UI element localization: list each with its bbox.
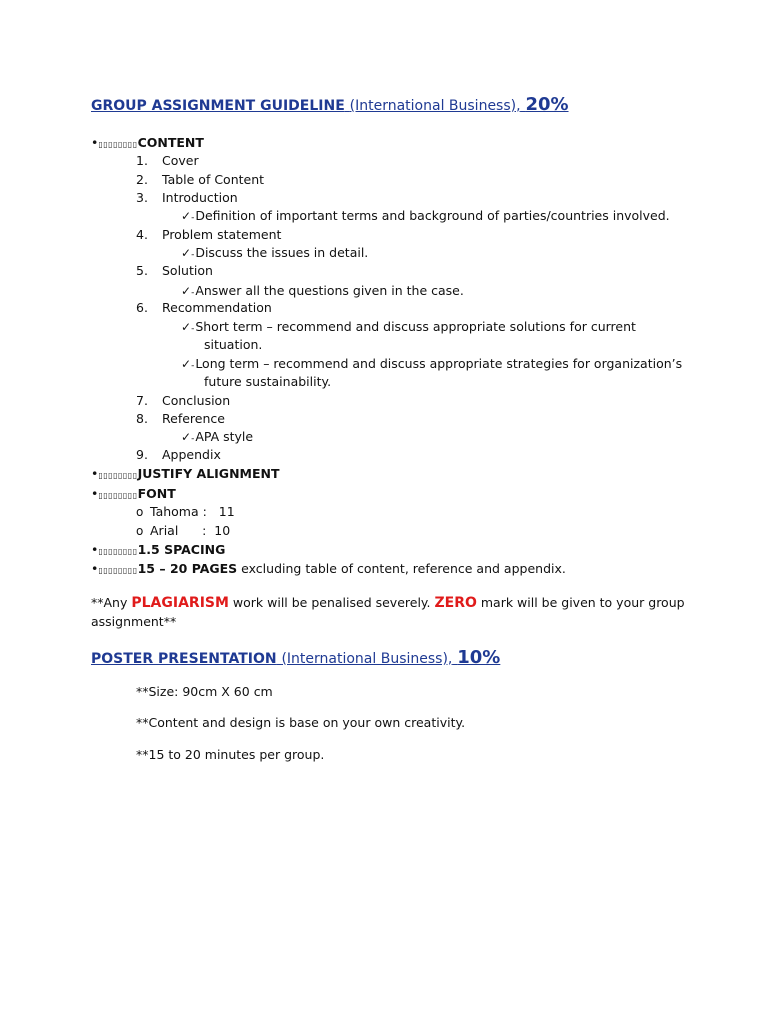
check-item-continuation: situation.: [204, 337, 263, 352]
poster-presentation-heading: [91, 647, 500, 668]
bullet-dot: •: [91, 542, 99, 557]
check-text: Discuss the issues in detail.: [195, 245, 369, 260]
check-text: Definition of important terms and background of parties/countries involved.: [195, 208, 670, 223]
bullet-label: JUSTIFY ALIGNMENT: [137, 466, 280, 481]
list-item: [136, 299, 272, 317]
bullet-dot: •: [91, 561, 99, 576]
check-icon: ✓: [181, 284, 192, 298]
bullet-rest-text: excluding table of content, reference and appendix.: [237, 561, 566, 576]
check-item: [181, 428, 253, 448]
poster-line: **Content and design is base on your own creativity.: [136, 715, 466, 730]
bullet-dot: •: [91, 135, 99, 150]
check-text: Answer all the questions given in the case.: [195, 283, 464, 298]
item-text: Table of Content: [162, 172, 265, 187]
check-icon: ✓: [181, 246, 192, 260]
dash: -: [191, 288, 195, 298]
note-text: work will be penalised severely.: [228, 595, 435, 610]
check-text: Long term – recommend and discuss appropriate strategies for organization’s: [195, 356, 683, 371]
plagiarism-note: [91, 594, 685, 612]
font-text: Arial : 10: [150, 523, 231, 538]
plagiarism-word: PLAGIARISM: [131, 595, 229, 611]
item-number: 7.: [136, 393, 148, 408]
check-item: [181, 207, 670, 227]
check-item: [181, 244, 368, 264]
check-text: APA style: [195, 429, 254, 444]
circle-bullet-icon: o: [136, 505, 144, 519]
item-number: 1.: [136, 153, 148, 168]
poster-title: POSTER PRESENTATION: [91, 651, 277, 667]
list-item: [136, 171, 264, 189]
list-item: [136, 189, 238, 207]
bullet-font: [91, 485, 176, 505]
bullet-label: FONT: [137, 486, 176, 501]
list-item: [136, 226, 281, 244]
item-number: 3.: [136, 190, 148, 205]
item-text: Reference: [162, 411, 225, 426]
note-text: **Any: [91, 595, 132, 610]
list-item: [136, 262, 213, 280]
item-text: Introduction: [162, 190, 238, 205]
item-text: Problem statement: [162, 227, 282, 242]
font-item: [136, 503, 235, 521]
group-title: GROUP ASSIGNMENT GUIDELINE: [91, 98, 345, 114]
bullet-boxes: ▯▯▯▯▯▯▯▯: [98, 491, 138, 500]
bullet-label: 15 – 20 PAGES: [137, 561, 238, 576]
item-number: 4.: [136, 227, 148, 242]
list-item: [136, 446, 221, 464]
poster-line: **15 to 20 minutes per group.: [136, 747, 325, 762]
list-item: [136, 392, 230, 410]
bullet-boxes: ▯▯▯▯▯▯▯▯: [98, 140, 138, 149]
poster-subtitle: (International Business),: [281, 651, 453, 667]
item-number: 6.: [136, 300, 148, 315]
bullet-boxes: ▯▯▯▯▯▯▯▯: [98, 547, 138, 556]
check-item: [181, 355, 682, 375]
dash: -: [191, 250, 195, 260]
group-assignment-heading: [91, 94, 569, 115]
plagiarism-note-line2: assignment**: [91, 614, 177, 629]
list-item: [136, 152, 199, 170]
check-text: Short term – recommend and discuss appropriate solutions for current: [195, 319, 636, 334]
item-number: 2.: [136, 172, 148, 187]
check-icon: ✓: [181, 320, 192, 334]
check-icon: ✓: [181, 357, 192, 371]
group-percent: 20%: [525, 94, 569, 115]
dash: -: [191, 361, 195, 371]
bullet-justify: [91, 465, 280, 485]
bullet-dot: •: [91, 466, 99, 481]
bullet-content: [91, 134, 204, 154]
dash: -: [191, 434, 195, 444]
bullet-label: 1.5 SPACING: [137, 542, 226, 557]
bullet-spacing: [91, 541, 225, 561]
check-icon: ✓: [181, 209, 192, 223]
item-text: Recommendation: [162, 300, 272, 315]
circle-bullet-icon: o: [136, 524, 144, 538]
item-text: Cover: [162, 153, 199, 168]
check-item-continuation: future sustainability.: [204, 374, 332, 389]
check-item: [181, 318, 636, 338]
dash: -: [191, 213, 195, 223]
bullet-dot: •: [91, 486, 99, 501]
check-icon: ✓: [181, 430, 192, 444]
item-text: Conclusion: [162, 393, 231, 408]
poster-line: **Size: 90cm X 60 cm: [136, 684, 273, 699]
font-text: Tahoma : 11: [150, 504, 235, 519]
group-subtitle: (International Business),: [349, 98, 521, 114]
note-text: mark will be given to your group: [476, 595, 685, 610]
bullet-label: CONTENT: [137, 135, 204, 150]
bullet-boxes: ▯▯▯▯▯▯▯▯: [98, 471, 138, 480]
item-number: 8.: [136, 411, 148, 426]
font-item: [136, 522, 230, 540]
item-text: Appendix: [162, 447, 221, 462]
item-number: 5.: [136, 263, 148, 278]
dash: -: [191, 324, 195, 334]
bullet-pages: [91, 560, 566, 580]
poster-percent: 10%: [457, 647, 501, 668]
list-item: [136, 410, 225, 428]
zero-word: ZERO: [434, 595, 477, 611]
item-number: 9.: [136, 447, 148, 462]
bullet-boxes: ▯▯▯▯▯▯▯▯: [98, 566, 138, 575]
item-text: Solution: [162, 263, 213, 278]
